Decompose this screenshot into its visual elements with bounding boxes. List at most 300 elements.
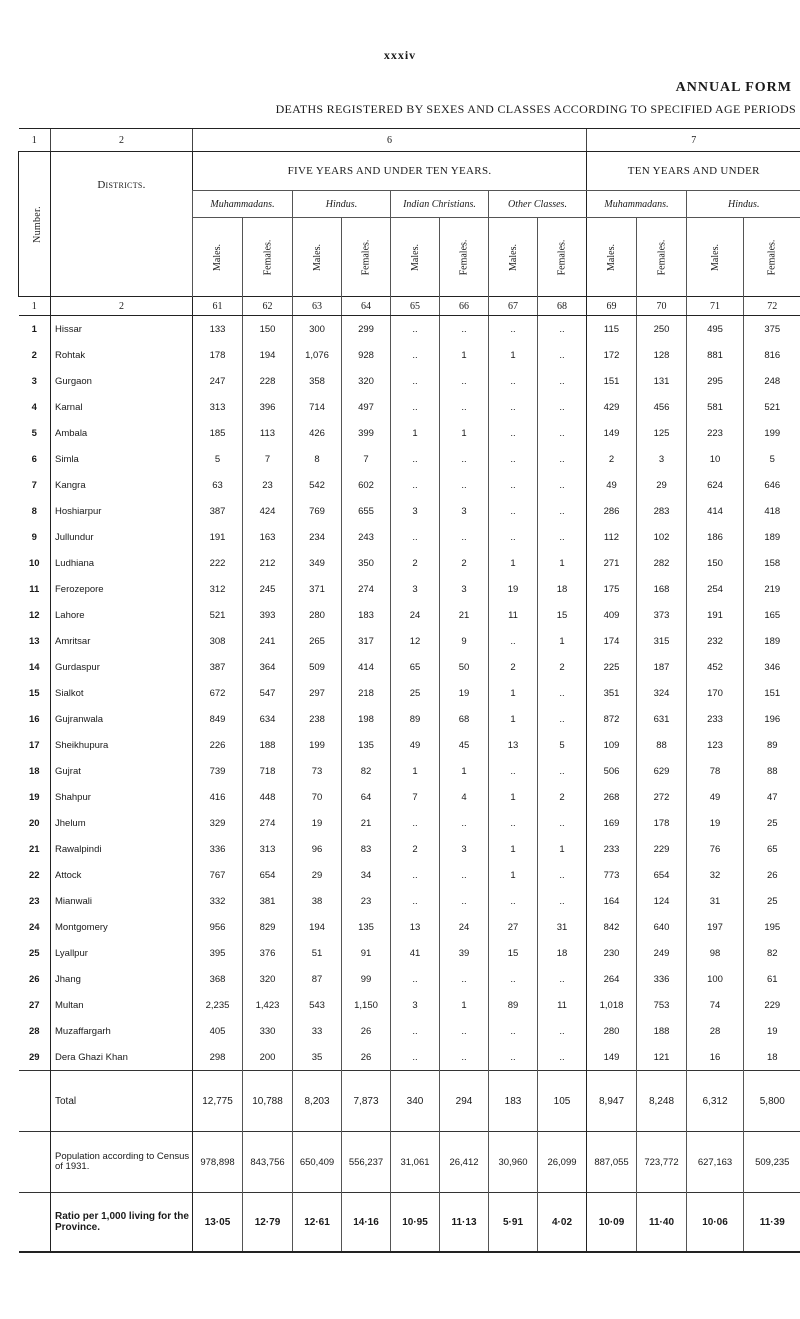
table-row [19, 446, 800, 472]
value-cell: .. [489, 810, 538, 836]
value-cell: 872 [587, 706, 637, 732]
value-cell: 264 [587, 966, 637, 992]
row-number: 15 [28, 687, 40, 699]
value-cell: 243 [342, 524, 391, 550]
value-cell: 188 [637, 1018, 687, 1044]
value-cell: 5 [538, 732, 587, 758]
value-cell: 29 [293, 862, 342, 888]
value-cell: 229 [637, 836, 687, 862]
value-cell: 25 [744, 888, 800, 914]
value-cell: 178 [637, 810, 687, 836]
value-cell: 115 [587, 316, 637, 343]
value-cell: 158 [744, 550, 800, 576]
value-cell: .. [440, 888, 489, 914]
table-row [19, 810, 800, 836]
value-cell: 121 [637, 1044, 687, 1071]
value-cell: 189 [744, 628, 800, 654]
row-number: 6 [31, 453, 37, 465]
value-cell: 4 [440, 784, 489, 810]
value-cell: 543 [293, 992, 342, 1018]
value-cell: 3 [391, 576, 440, 602]
value-cell: 23 [243, 472, 293, 498]
value-cell: 1 [489, 342, 538, 368]
value-cell: 124 [637, 888, 687, 914]
value-cell: 19 [489, 576, 538, 602]
table-row [19, 758, 800, 784]
value-cell: 68 [440, 706, 489, 732]
value-cell: 125 [637, 420, 687, 446]
value-cell: .. [391, 446, 440, 472]
value-cell: 629 [637, 758, 687, 784]
value-cell: 556,237 [342, 1132, 391, 1193]
value-cell: 336 [637, 966, 687, 992]
district-name: Jhang [51, 966, 193, 992]
value-cell: 223 [687, 420, 744, 446]
district-name: Gujranwala [51, 706, 193, 732]
table-row [19, 992, 800, 1018]
value-cell: 10,788 [243, 1071, 293, 1132]
value-cell: 1 [538, 550, 587, 576]
value-cell: 88 [637, 732, 687, 758]
value-cell: 10·95 [391, 1193, 440, 1253]
value-cell: .. [538, 888, 587, 914]
value-cell: 47 [744, 784, 800, 810]
value-cell: 82 [744, 940, 800, 966]
value-cell: 4·02 [538, 1193, 587, 1253]
value-cell: .. [489, 524, 538, 550]
value-cell: 1 [391, 758, 440, 784]
row-number: 13 [28, 635, 40, 647]
value-cell: .. [440, 1044, 489, 1071]
value-cell: 38 [293, 888, 342, 914]
value-cell: 164 [587, 888, 637, 914]
value-cell: 842 [587, 914, 637, 940]
value-cell: .. [489, 316, 538, 343]
sub-number: 1 [19, 297, 51, 316]
value-cell: 3 [440, 576, 489, 602]
value-cell: 245 [243, 576, 293, 602]
value-cell: .. [391, 368, 440, 394]
row-number: 5 [31, 427, 37, 439]
col-number: 1 [19, 129, 51, 152]
district-name: Simla [51, 446, 193, 472]
value-cell: 247 [193, 368, 243, 394]
value-cell: 395 [193, 940, 243, 966]
district-name: Amritsar [51, 628, 193, 654]
value-cell: .. [440, 446, 489, 472]
value-cell: .. [489, 628, 538, 654]
row-number: 16 [28, 713, 40, 725]
value-cell: 83 [342, 836, 391, 862]
table-row [19, 628, 800, 654]
value-cell: 10·09 [587, 1193, 637, 1253]
value-cell: 881 [687, 342, 744, 368]
class-header: Indian Christians. [391, 191, 489, 218]
value-cell: 151 [744, 680, 800, 706]
sex-label: Males. [709, 243, 721, 271]
value-cell: 13·05 [193, 1193, 243, 1253]
value-cell: 5 [193, 446, 243, 472]
value-cell: 1 [489, 784, 538, 810]
row-number: 18 [28, 765, 40, 777]
value-cell: 178 [193, 342, 243, 368]
value-cell: 232 [687, 628, 744, 654]
value-cell: 2 [489, 654, 538, 680]
value-cell: .. [538, 810, 587, 836]
value-cell: 189 [744, 524, 800, 550]
value-cell: 24 [391, 602, 440, 628]
value-cell: 8,203 [293, 1071, 342, 1132]
value-cell: .. [391, 810, 440, 836]
value-cell: 112 [587, 524, 637, 550]
district-name: Attock [51, 862, 193, 888]
value-cell: 128 [637, 342, 687, 368]
district-name: Rohtak [51, 342, 193, 368]
table-row [19, 394, 800, 420]
value-cell: 414 [342, 654, 391, 680]
sub-number: 62 [243, 297, 293, 316]
value-cell: 495 [687, 316, 744, 343]
value-cell: 23 [342, 888, 391, 914]
sex-header [391, 218, 440, 297]
table-row [19, 316, 800, 343]
value-cell: 26 [342, 1044, 391, 1071]
value-cell: 50 [440, 654, 489, 680]
value-cell: 163 [243, 524, 293, 550]
value-cell: 393 [243, 602, 293, 628]
value-cell: .. [538, 1044, 587, 1071]
value-cell: 521 [744, 394, 800, 420]
value-cell: 956 [193, 914, 243, 940]
district-name: Rawalpindi [51, 836, 193, 862]
value-cell: 324 [637, 680, 687, 706]
table-row [19, 836, 800, 862]
population-row [19, 1132, 800, 1193]
number-label: Number. [31, 206, 43, 243]
value-cell: 313 [243, 836, 293, 862]
value-cell: 100 [687, 966, 744, 992]
value-cell: 65 [391, 654, 440, 680]
district-name: Lahore [51, 602, 193, 628]
value-cell: 3 [440, 836, 489, 862]
value-cell: 297 [293, 680, 342, 706]
value-cell: 51 [293, 940, 342, 966]
value-cell: 21 [342, 810, 391, 836]
value-cell: 12,775 [193, 1071, 243, 1132]
value-cell: 10·06 [687, 1193, 744, 1253]
value-cell: 5,800 [744, 1071, 800, 1132]
value-cell: 509 [293, 654, 342, 680]
value-cell: 195 [744, 914, 800, 940]
value-cell: 199 [744, 420, 800, 446]
row-number: 23 [28, 895, 40, 907]
row-number: 1 [31, 323, 37, 335]
value-cell: 219 [744, 576, 800, 602]
value-cell: 241 [243, 628, 293, 654]
value-cell: 274 [243, 810, 293, 836]
value-cell: .. [440, 810, 489, 836]
value-cell: 70 [293, 784, 342, 810]
value-cell: 405 [193, 1018, 243, 1044]
value-cell: 373 [637, 602, 687, 628]
row-number: 25 [28, 947, 40, 959]
value-cell: 300 [293, 316, 342, 343]
table-row [19, 602, 800, 628]
sub-number: 66 [440, 297, 489, 316]
value-cell: 497 [342, 394, 391, 420]
value-cell: 1 [489, 680, 538, 706]
row-number: 28 [28, 1025, 40, 1037]
value-cell: .. [538, 342, 587, 368]
value-cell: 340 [391, 1071, 440, 1132]
blank-cell [19, 1071, 51, 1132]
value-cell: .. [391, 888, 440, 914]
sex-header [538, 218, 587, 297]
value-cell: 381 [243, 888, 293, 914]
value-cell: 426 [293, 420, 342, 446]
value-cell: 409 [587, 602, 637, 628]
value-cell: 183 [342, 602, 391, 628]
value-cell: 506 [587, 758, 637, 784]
col-number: 7 [587, 129, 800, 152]
row-number: 4 [31, 401, 37, 413]
value-cell: 11·40 [637, 1193, 687, 1253]
value-cell: 542 [293, 472, 342, 498]
class-header: Other Classes. [489, 191, 587, 218]
sex-label: Females. [458, 239, 470, 275]
table-row [19, 940, 800, 966]
value-cell: 320 [243, 966, 293, 992]
value-cell: 13 [489, 732, 538, 758]
table-row [19, 524, 800, 550]
value-cell: 249 [637, 940, 687, 966]
sex-label: Females. [556, 239, 568, 275]
table-row [19, 550, 800, 576]
value-cell: 32 [687, 862, 744, 888]
value-cell: 15 [538, 602, 587, 628]
value-cell: 63 [193, 472, 243, 498]
district-name: Jhelum [51, 810, 193, 836]
value-cell: 272 [637, 784, 687, 810]
value-cell: .. [391, 342, 440, 368]
value-cell: 14·16 [342, 1193, 391, 1253]
value-cell: .. [391, 1018, 440, 1044]
value-cell: 418 [744, 498, 800, 524]
table-row [19, 654, 800, 680]
value-cell: 723,772 [637, 1132, 687, 1193]
value-cell: 12 [391, 628, 440, 654]
sub-number: 69 [587, 297, 637, 316]
value-cell: 654 [243, 862, 293, 888]
value-cell: 769 [293, 498, 342, 524]
value-cell: 7 [391, 784, 440, 810]
form-title: ANNUAL FORM [675, 80, 792, 95]
sex-label: Females. [261, 239, 273, 275]
sex-header [587, 218, 637, 297]
value-cell: 2 [440, 550, 489, 576]
value-cell: 11·13 [440, 1193, 489, 1253]
value-cell: 191 [687, 602, 744, 628]
value-cell: .. [391, 862, 440, 888]
value-cell: 254 [687, 576, 744, 602]
sex-label: Females. [360, 239, 372, 275]
value-cell: .. [489, 472, 538, 498]
value-cell: 199 [293, 732, 342, 758]
value-cell: 317 [342, 628, 391, 654]
value-cell: 212 [243, 550, 293, 576]
sex-header [293, 218, 342, 297]
class-header: Muhammadans. [587, 191, 687, 218]
value-cell: 928 [342, 342, 391, 368]
table-row [19, 914, 800, 940]
value-cell: 1 [391, 420, 440, 446]
value-cell: 149 [587, 420, 637, 446]
row-number: 12 [28, 609, 40, 621]
value-cell: 283 [637, 498, 687, 524]
value-cell: 200 [243, 1044, 293, 1071]
value-cell: 8,248 [637, 1071, 687, 1132]
value-cell: .. [538, 966, 587, 992]
value-cell: 87 [293, 966, 342, 992]
value-cell: 233 [587, 836, 637, 862]
value-cell: 9 [440, 628, 489, 654]
value-cell: .. [391, 316, 440, 343]
sex-header [342, 218, 391, 297]
value-cell: 19 [440, 680, 489, 706]
value-cell: 816 [744, 342, 800, 368]
value-cell: 113 [243, 420, 293, 446]
value-cell: 2 [391, 836, 440, 862]
sub-number: 65 [391, 297, 440, 316]
table-row [19, 732, 800, 758]
sex-header [243, 218, 293, 297]
row-number: 10 [28, 557, 40, 569]
ratio-row-label: Ratio per 1,000 living for the Province. [51, 1193, 193, 1253]
value-cell: .. [538, 498, 587, 524]
table-row [19, 888, 800, 914]
sex-header [489, 218, 538, 297]
value-cell: .. [489, 1018, 538, 1044]
value-cell: 298 [193, 1044, 243, 1071]
value-cell: 308 [193, 628, 243, 654]
value-cell: .. [538, 524, 587, 550]
value-cell: .. [489, 758, 538, 784]
value-cell: .. [391, 472, 440, 498]
value-cell: 26 [342, 1018, 391, 1044]
value-cell: 456 [637, 394, 687, 420]
value-cell: 25 [391, 680, 440, 706]
sex-header [744, 218, 800, 297]
value-cell: 2 [587, 446, 637, 472]
table-row [19, 706, 800, 732]
value-cell: .. [440, 368, 489, 394]
value-cell: 45 [440, 732, 489, 758]
row-number: 11 [29, 583, 40, 595]
value-cell: 89 [489, 992, 538, 1018]
districts-label: Districts. [97, 178, 146, 191]
value-cell: 650,409 [293, 1132, 342, 1193]
sub-number: 61 [193, 297, 243, 316]
value-cell: 150 [243, 316, 293, 343]
value-cell: 26,412 [440, 1132, 489, 1193]
district-name: Hissar [51, 316, 193, 343]
value-cell: 11·39 [744, 1193, 800, 1253]
sex-label: Males. [409, 243, 421, 271]
value-cell: 332 [193, 888, 243, 914]
value-cell: 1 [440, 420, 489, 446]
value-cell: 1 [440, 342, 489, 368]
row-number: 9 [31, 531, 37, 543]
sex-row [19, 218, 800, 297]
value-cell: 375 [744, 316, 800, 343]
sex-label: Males. [507, 243, 519, 271]
value-cell: 1 [538, 628, 587, 654]
value-cell: .. [538, 316, 587, 343]
value-cell: 268 [587, 784, 637, 810]
value-cell: 105 [538, 1071, 587, 1132]
value-cell: 133 [193, 316, 243, 343]
sex-label: Females. [655, 239, 667, 275]
value-cell: 887,055 [587, 1132, 637, 1193]
value-cell: 168 [637, 576, 687, 602]
value-cell: 135 [342, 732, 391, 758]
value-cell: 654 [637, 862, 687, 888]
value-cell: .. [489, 394, 538, 420]
value-cell: 230 [587, 940, 637, 966]
value-cell: 91 [342, 940, 391, 966]
value-cell: 350 [342, 550, 391, 576]
value-cell: 233 [687, 706, 744, 732]
value-cell: 248 [744, 368, 800, 394]
value-cell: 773 [587, 862, 637, 888]
value-cell: 739 [193, 758, 243, 784]
value-cell: 349 [293, 550, 342, 576]
value-cell: .. [440, 1018, 489, 1044]
value-cell: .. [489, 368, 538, 394]
value-cell: 1 [489, 836, 538, 862]
value-cell: 11 [538, 992, 587, 1018]
value-cell: 26 [744, 862, 800, 888]
value-cell: 295 [687, 368, 744, 394]
district-name: Lyallpur [51, 940, 193, 966]
sex-label: Females. [766, 239, 778, 275]
sex-header [687, 218, 744, 297]
value-cell: 29 [637, 472, 687, 498]
value-cell: 238 [293, 706, 342, 732]
col-number: 6 [193, 129, 587, 152]
table-row [19, 862, 800, 888]
value-cell: 194 [243, 342, 293, 368]
district-name: Kangra [51, 472, 193, 498]
value-cell: 368 [193, 966, 243, 992]
district-name: Ferozepore [51, 576, 193, 602]
value-cell: .. [538, 862, 587, 888]
value-cell: .. [489, 420, 538, 446]
value-cell: 387 [193, 654, 243, 680]
value-cell: 271 [587, 550, 637, 576]
value-cell: 399 [342, 420, 391, 446]
value-cell: 376 [243, 940, 293, 966]
sub-number: 64 [342, 297, 391, 316]
table-row [19, 966, 800, 992]
value-cell: 767 [193, 862, 243, 888]
sub-number: 72 [744, 297, 800, 316]
value-cell: 19 [293, 810, 342, 836]
value-cell: 96 [293, 836, 342, 862]
value-cell: 19 [687, 810, 744, 836]
district-name: Shahpur [51, 784, 193, 810]
row-number: 20 [28, 817, 40, 829]
